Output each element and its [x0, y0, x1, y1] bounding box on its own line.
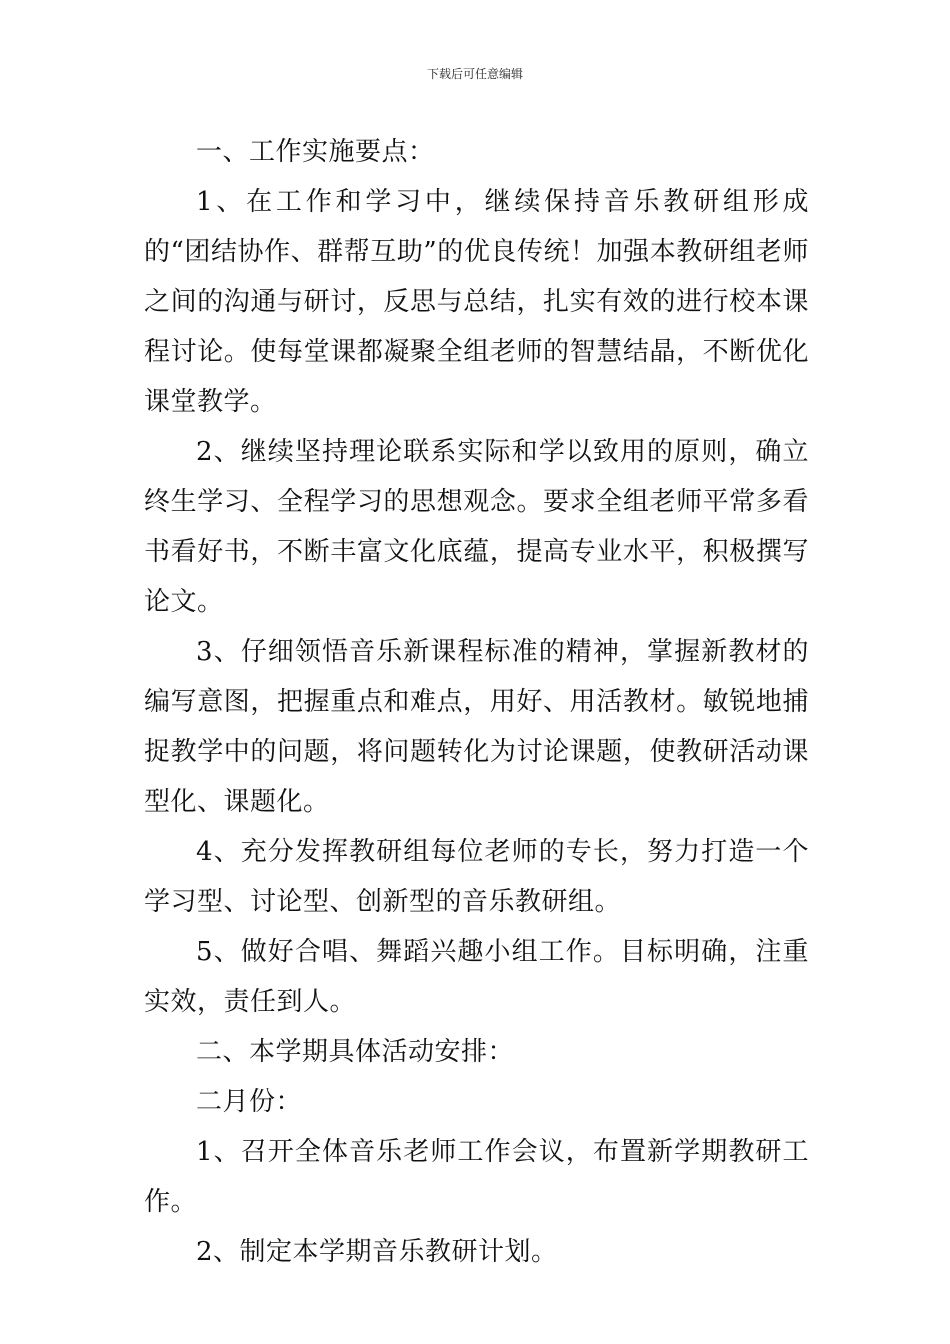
- paragraph-february-item-1: 1、召开全体音乐老师工作会议，布置新学期教研工作。: [144, 1137, 809, 1217]
- header-note: 下载后可任意编辑: [426, 67, 523, 81]
- section-heading-activities: 二、本学期具体活动安排：: [196, 1037, 515, 1067]
- paragraph-point-3: 3、仔细领悟音乐新课程标准的精神，掌握新教材的编写意图，把握重点和难点，用好、用活教材。敏锐地捕捉教学中的问题，将问题转化为讨论课题，使教研活动课型化、课题化。: [144, 637, 809, 817]
- paragraph-point-2: 2、继续坚持理论联系实际和学以致用的原则，确立终生学习、全程学习的思想观念。要求全组老师平常多看书看好书，不断丰富文化底蕴，提高专业水平，积极撰写论文。: [144, 437, 809, 617]
- month-heading-february: 二月份：: [196, 1087, 303, 1117]
- document-body: [144, 127, 809, 1277]
- paragraph-point-5: 5、做好合唱、舞蹈兴趣小组工作。目标明确，注重实效，责任到人。: [144, 937, 809, 1017]
- paragraph-point-4: 4、充分发挥教研组每位老师的专长，努力打造一个学习型、讨论型、创新型的音乐教研组。: [144, 837, 809, 917]
- paragraph-point-1: 1、在工作和学习中，继续保持音乐教研组形成的“团结协作、群帮互助”的优良传统！加强本教研组老师之间的沟通与研讨，反思与总结，扎实有效的进行校本课程讨论。使每堂课都凝聚全组老师的智慧结晶，不断优化课堂教学。: [144, 187, 809, 417]
- section-heading-implementation: 一、工作实施要点：: [196, 137, 435, 167]
- paragraph-february-item-2: 2、制定本学期音乐教研计划。: [196, 1237, 558, 1267]
